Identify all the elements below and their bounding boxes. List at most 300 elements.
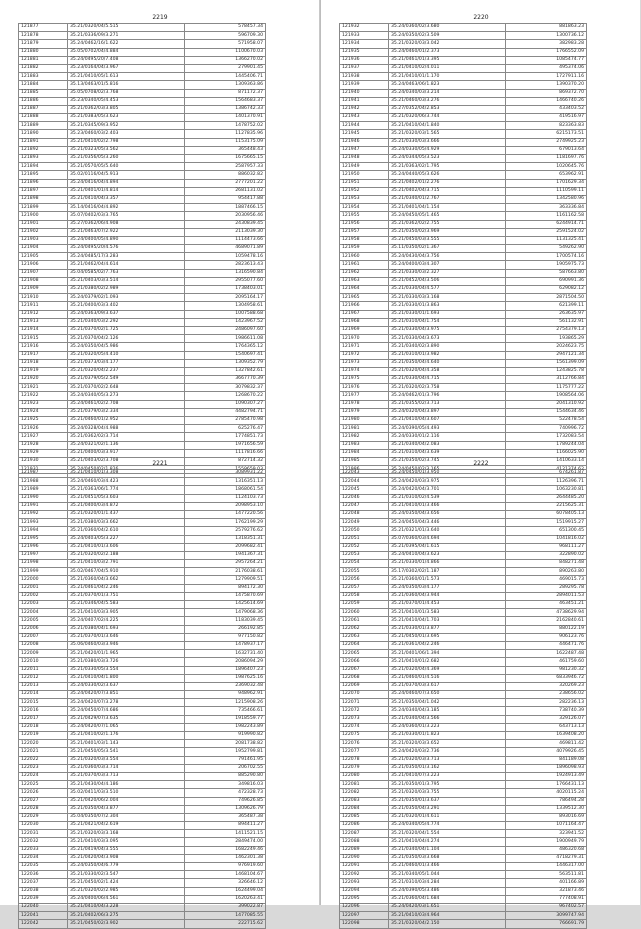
row-id-cell: 122052 — [340, 543, 389, 551]
table-row — [19, 863, 266, 871]
row-id-cell: 121993 — [19, 519, 68, 527]
reference-code-cell: 35.21/0452/04/3.506 — [389, 277, 506, 285]
amount-cell: 948962.91 — [185, 691, 266, 699]
row-id-cell: 121951 — [340, 179, 389, 187]
table-row — [340, 641, 587, 649]
row-id-cell: 122014 — [19, 691, 68, 699]
amount-cell: 3089931.22 — [185, 470, 266, 478]
row-id-cell: 122044 — [340, 478, 389, 486]
table-row — [19, 912, 266, 920]
amount-cell: 1181697.76 — [506, 155, 587, 163]
reference-code-cell: 35.21/0340/03/2.292 — [68, 318, 185, 326]
amount-cell: 6244914.71 — [506, 220, 587, 228]
table-row — [19, 551, 266, 559]
reference-code-cell: 35.21/0410/01/1.170 — [389, 73, 506, 81]
amount-cell: 893016.69 — [506, 813, 587, 821]
table-row — [340, 903, 587, 911]
amount-cell: 1632731.40 — [185, 650, 266, 658]
table-row — [340, 81, 587, 89]
reference-code-cell: 35.04/0585/02/7.763 — [68, 269, 185, 277]
reference-code-cell: 35.21/0330/03/2.327 — [389, 269, 506, 277]
amount-cell: 2823613.43 — [185, 261, 266, 269]
row-id-cell: 121909 — [19, 286, 68, 294]
reference-code-cell: 35.21/0320/01/1.437 — [68, 510, 185, 518]
amount-cell: 1622487.48 — [506, 650, 587, 658]
row-id-cell: 121926 — [19, 425, 68, 433]
table-row — [340, 114, 587, 122]
amount-cell: 2486097.60 — [185, 326, 266, 334]
amount-cell: 1446317.00 — [506, 863, 587, 871]
row-id-cell: 122043 — [340, 470, 389, 478]
table-row — [19, 576, 266, 584]
amount-cell: 4482794.71 — [185, 408, 266, 416]
amount-cell: 919990.82 — [185, 732, 266, 740]
amount-cell: 841189.08 — [506, 756, 587, 764]
reference-code-cell: 35.21/0370/04/2.126 — [68, 335, 185, 343]
amount-cell: 2749925.23 — [506, 138, 587, 146]
table-row — [340, 699, 587, 707]
reference-code-cell: 35.21/0370/01/3.751 — [68, 592, 185, 600]
row-id-cell: 122054 — [340, 560, 389, 568]
reference-code-cell: 35.24/0450/04/3.446 — [389, 519, 506, 527]
reference-code-cell: 35.21/0410/07/3.223 — [389, 772, 506, 780]
amount-cell: 2957264.21 — [185, 560, 266, 568]
amount-cell: 561132.91 — [506, 318, 587, 326]
amount-cell: 1762199.29 — [185, 519, 266, 527]
amount-cell: 869372.70 — [506, 89, 587, 97]
row-id-cell: 121912 — [19, 310, 68, 318]
amount-cell: 1059478.16 — [185, 253, 266, 261]
table-row — [19, 105, 266, 113]
row-id-cell: 122092 — [340, 871, 389, 879]
amount-cell: 749626.85 — [185, 797, 266, 805]
table-row — [340, 543, 587, 551]
amount-cell: 674261.87 — [506, 470, 587, 478]
table-row — [340, 417, 587, 425]
reference-code-cell: 35.17/0302/02/1.187 — [389, 568, 506, 576]
row-id-cell: 122051 — [340, 535, 389, 543]
reference-code-cell: 35.21/0330/05/3.554 — [68, 666, 185, 674]
table-row — [340, 601, 587, 609]
reference-code-cell: 35.24/0462/01/3.796 — [389, 392, 506, 400]
reference-code-cell: 35.24/0416/04/4.894 — [68, 179, 185, 187]
reference-code-cell: 35.21/0320/02/2.188 — [68, 551, 185, 559]
table-row — [340, 97, 587, 105]
reference-code-cell: 35.21/0320/03/3.755 — [389, 789, 506, 797]
row-id-cell: 121986 — [340, 466, 389, 474]
amount-cell: 1071164.47 — [506, 822, 587, 830]
reference-code-cell: 35.21/0340/04/2.083 — [389, 441, 506, 449]
amount-cell: 1466740.26 — [506, 97, 587, 105]
amount-cell: 2785470.98 — [185, 417, 266, 425]
table-row — [19, 903, 266, 911]
row-id-cell: 122037 — [19, 879, 68, 887]
reference-code-cell: 35.24/0450/05/1.465 — [389, 212, 506, 220]
amount-cell: 263635.97 — [506, 310, 587, 318]
row-id-cell: 122023 — [19, 764, 68, 772]
row-id-cell: 122078 — [340, 756, 389, 764]
table-row — [340, 920, 587, 928]
row-id-cell: 121915 — [19, 335, 68, 343]
reference-code-cell: 35.24/0420/04/3.701 — [389, 486, 506, 494]
reference-code-cell: 35.21/0401/04/1.154 — [389, 204, 506, 212]
amount-cell: 2579276.62 — [185, 527, 266, 535]
table-row — [340, 551, 587, 559]
amount-cell: 2644485.20 — [506, 494, 587, 502]
reference-code-cell: 35.24/0420/03/3.975 — [389, 478, 506, 486]
table-row — [19, 32, 266, 40]
row-id-cell: 121938 — [340, 73, 389, 81]
table-row — [340, 748, 587, 756]
amount-cell: 596709.30 — [185, 32, 266, 40]
table-row — [19, 204, 266, 212]
row-id-cell: 122015 — [19, 699, 68, 707]
row-id-cell: 122057 — [340, 584, 389, 592]
reference-code-cell: 35.21/0461/01/3.395 — [389, 56, 506, 64]
row-id-cell: 122067 — [340, 666, 389, 674]
reference-code-cell: 35.24/0407/02/4.225 — [68, 617, 185, 625]
table-block — [0, 14, 320, 474]
table-row — [19, 854, 266, 862]
row-id-cell: 121977 — [340, 392, 389, 400]
amount-cell: 6078405.13 — [506, 510, 587, 518]
table-row — [19, 617, 266, 625]
amount-cell: 222715.62 — [185, 920, 266, 928]
row-id-cell: 122098 — [340, 920, 389, 928]
table-row — [19, 748, 266, 756]
row-id-cell: 122049 — [340, 519, 389, 527]
row-id-cell: 121999 — [19, 568, 68, 576]
amount-cell: 885290.80 — [185, 772, 266, 780]
row-id-cell: 122032 — [19, 838, 68, 846]
table-row — [340, 146, 587, 154]
amount-cell: 4738629.94 — [506, 609, 587, 617]
table-row — [19, 392, 266, 400]
amount-cell: 1468104.67 — [185, 871, 266, 879]
row-id-cell: 122064 — [340, 641, 389, 649]
table-row — [340, 838, 587, 846]
row-id-cell: 121939 — [340, 81, 389, 89]
amount-cell: 3079832.37 — [185, 384, 266, 392]
reference-code-cell: 35.21/0320/02/2.985 — [68, 887, 185, 895]
row-id-cell: 121945 — [340, 130, 389, 138]
amount-cell: 1126396.71 — [506, 478, 587, 486]
amount-cell: 1124103.73 — [185, 494, 266, 502]
reference-code-cell: 35.11/0350/02/1.367 — [389, 245, 506, 253]
reference-code-cell: 35.21/0410/04/1.840 — [389, 122, 506, 130]
reference-code-cell: 35.21/0410/02/1.176 — [68, 732, 185, 740]
table-row — [340, 449, 587, 457]
row-id-cell: 121955 — [340, 212, 389, 220]
row-id-cell: 121988 — [19, 478, 68, 486]
amount-cell: 1401370.91 — [185, 114, 266, 122]
reference-code-cell: 35.21/0370/03/3.713 — [68, 772, 185, 780]
amount-cell: 1478752.02 — [185, 122, 266, 130]
table-row — [19, 146, 266, 154]
row-id-cell: 121995 — [19, 535, 68, 543]
row-id-cell: 121961 — [340, 261, 389, 269]
row-id-cell: 121924 — [19, 408, 68, 416]
row-id-cell: 121921 — [19, 384, 68, 392]
table-row — [19, 425, 266, 433]
table-row — [19, 351, 266, 359]
reference-code-cell: 35.21/0360/04/1.684 — [389, 895, 506, 903]
table-title: 2221 — [152, 460, 168, 467]
row-id-cell: 122001 — [19, 584, 68, 592]
row-id-cell: 122094 — [340, 887, 389, 895]
table-row — [340, 609, 587, 617]
amount-cell: 1309626.79 — [185, 805, 266, 813]
row-id-cell: 121980 — [340, 417, 389, 425]
table-row — [19, 384, 266, 392]
table-row — [340, 535, 587, 543]
row-id-cell: 122050 — [340, 527, 389, 535]
table-row — [19, 584, 266, 592]
amount-cell: 495374.06 — [506, 64, 587, 72]
table-row — [19, 920, 266, 928]
reference-code-cell: 35.24/0450/02/1.826 — [68, 466, 185, 474]
table-row — [19, 707, 266, 715]
table-row — [340, 105, 587, 113]
table-row — [19, 187, 266, 195]
table-row — [19, 838, 266, 846]
amount-cell: 2095164.17 — [185, 294, 266, 302]
reference-code-cell: 35.21/0310/02/4.539 — [389, 494, 506, 502]
row-id-cell: 122087 — [340, 830, 389, 838]
reference-code-cell: 35.21/0362/02/3.714 — [68, 433, 185, 441]
row-id-cell: 121897 — [19, 187, 68, 195]
amount-cell: 740996.72 — [506, 425, 587, 433]
amount-cell: 1423967.52 — [185, 318, 266, 326]
amount-cell: 1700574.16 — [506, 253, 587, 261]
amount-cell: 1905975.73 — [506, 261, 587, 269]
row-id-cell: 121914 — [19, 326, 68, 334]
reference-code-cell: 35.21/0420/01/1.965 — [68, 650, 185, 658]
row-id-cell: 122018 — [19, 723, 68, 731]
reference-code-cell: 35.21/0360/04/2.610 — [68, 527, 185, 535]
amount-cell: 4689071.89 — [185, 245, 266, 253]
reference-code-cell: 35.21/0350/04/1.042 — [389, 699, 506, 707]
amount-cell: 1559659.03 — [185, 466, 266, 474]
row-id-cell: 121885 — [19, 89, 68, 97]
reference-code-cell: 35.21/0430/04/4.186 — [68, 781, 185, 789]
row-id-cell: 122024 — [19, 772, 68, 780]
reference-code-cell: 35.21/0360/01/1.573 — [389, 576, 506, 584]
table-row — [340, 433, 587, 441]
table-row — [340, 617, 587, 625]
reference-code-cell: 35.21/0460/01/3.466 — [389, 863, 506, 871]
table-row — [340, 871, 587, 879]
reference-code-cell: 35.24/0379/02/1.093 — [68, 294, 185, 302]
reference-code-cell: 35.21/0462/04/4.614 — [68, 261, 185, 269]
amount-cell: 433403.52 — [506, 105, 587, 113]
reference-code-cell: 35.24/0350/04/3.656 — [389, 510, 506, 518]
row-id-cell: 121970 — [340, 335, 389, 343]
reference-code-cell: 35.21/0450/02/1.424 — [68, 879, 185, 887]
table-row — [19, 871, 266, 879]
reference-code-cell: 35.21/0450/03/3.555 — [389, 236, 506, 244]
reference-code-cell: 35.21/0330/01/4.866 — [389, 560, 506, 568]
amount-cell: 1987625.16 — [185, 674, 266, 682]
reference-code-cell: 35.21/0410/04/1.800 — [68, 674, 185, 682]
amount-cell: 365487.38 — [185, 813, 266, 821]
table-row — [19, 813, 266, 821]
amount-cell: 1041816.02 — [506, 535, 587, 543]
table-row — [19, 400, 266, 408]
reference-code-cell: 35.21/0350/04/4.640 — [389, 359, 506, 367]
reference-code-cell: 35.21/0320/03/3.168 — [68, 830, 185, 838]
amount-cell: 621399.11 — [506, 302, 587, 310]
amount-cell: 399022.87 — [185, 903, 266, 911]
amount-cell: 977150.82 — [185, 633, 266, 641]
table-row — [19, 236, 266, 244]
row-id-cell: 121881 — [19, 56, 68, 64]
table-row — [340, 502, 587, 510]
table-row — [340, 359, 587, 367]
row-id-cell: 121954 — [340, 204, 389, 212]
table-row — [19, 56, 266, 64]
row-id-cell: 121934 — [340, 40, 389, 48]
table-row — [19, 269, 266, 277]
reference-code-cell: 35.24/0340/04/3.185 — [389, 707, 506, 715]
row-id-cell: 122033 — [19, 846, 68, 854]
row-id-cell: 121959 — [340, 245, 389, 253]
reference-code-cell: 35.27/0362/06/4.908 — [68, 220, 185, 228]
row-id-cell: 121919 — [19, 367, 68, 375]
table-row — [340, 343, 587, 351]
row-id-cell: 122082 — [340, 789, 389, 797]
row-id-cell: 121997 — [19, 551, 68, 559]
row-id-cell: 122097 — [340, 912, 389, 920]
row-id-cell: 121941 — [340, 97, 389, 105]
row-id-cell: 122013 — [19, 682, 68, 690]
reference-code-cell: 35.21/0410/05/1.613 — [68, 73, 185, 81]
amount-cell: 6215173.51 — [506, 130, 587, 138]
reference-code-cell: 35.24/0420/03/2.736 — [389, 748, 506, 756]
row-id-cell: 122085 — [340, 813, 389, 821]
row-id-cell: 121998 — [19, 560, 68, 568]
reference-code-cell: 35.21/0410/04/3.357 — [68, 195, 185, 203]
row-id-cell: 121944 — [340, 122, 389, 130]
row-id-cell: 122079 — [340, 764, 389, 772]
amount-cell: 2086094.29 — [185, 658, 266, 666]
table-row — [19, 846, 266, 854]
table-row — [340, 633, 587, 641]
reference-code-cell: 35.21/0350/03/3.668 — [389, 854, 506, 862]
reference-code-cell: 35.21/0330/04/4.715 — [389, 376, 506, 384]
table-row — [19, 772, 266, 780]
table-row — [340, 425, 587, 433]
table-row — [19, 302, 266, 310]
table-row — [340, 335, 587, 343]
amount-cell: 382983.28 — [506, 40, 587, 48]
row-id-cell: 121992 — [19, 510, 68, 518]
reference-code-cell: 35.24/0420/07/3.851 — [68, 691, 185, 699]
reference-code-cell: 35.21/0360/04/3.662 — [68, 576, 185, 584]
reference-code-cell: 35.21/0380/02/2.989 — [68, 286, 185, 294]
row-id-cell: 122065 — [340, 650, 389, 658]
reference-code-cell: 35.24/0485/17/3.283 — [68, 253, 185, 261]
row-id-cell: 121965 — [340, 294, 389, 302]
table-row — [19, 641, 266, 649]
amount-cell: 1764365.12 — [185, 343, 266, 351]
amount-cell: 238656.02 — [506, 691, 587, 699]
row-id-cell: 121994 — [19, 527, 68, 535]
amount-cell: 1766431.13 — [506, 781, 587, 789]
page-right — [320, 0, 640, 926]
table-row — [340, 732, 587, 740]
reference-code-cell: 35.21/0320/02/3.758 — [389, 384, 506, 392]
table-row — [19, 81, 266, 89]
reference-code-cell: 35.02/0467/04/5.910 — [68, 568, 185, 576]
table-row — [19, 543, 266, 551]
reference-code-cell: 35.21/0330/03/3.666 — [389, 138, 506, 146]
row-id-cell: 121946 — [340, 138, 389, 146]
row-id-cell: 122074 — [340, 723, 389, 731]
amount-cell: 954417.88 — [185, 195, 266, 203]
table-row — [340, 73, 587, 81]
reference-code-cell: 35.24/0400/06/4.561 — [68, 895, 185, 903]
amount-cell: 735466.61 — [185, 707, 266, 715]
row-id-cell: 121979 — [340, 408, 389, 416]
table-row — [340, 666, 587, 674]
reference-code-cell: 35.21/0450/01/3.695 — [389, 633, 506, 641]
amount-cell: 4718279.31 — [506, 854, 587, 862]
reference-code-cell: 35.27/0352/04/2.853 — [389, 105, 506, 113]
amount-cell: 2099682.41 — [185, 543, 266, 551]
row-id-cell: 122027 — [19, 797, 68, 805]
reference-code-cell: 35.21/0320/04/2.237 — [68, 367, 185, 375]
row-id-cell: 121920 — [19, 376, 68, 384]
table-row — [340, 400, 587, 408]
table-row — [340, 24, 587, 32]
table-row — [340, 195, 587, 203]
reference-code-cell: 35.21/0346/04/5.583 — [68, 601, 185, 609]
table-row — [19, 887, 266, 895]
table-row — [340, 830, 587, 838]
table-row — [340, 912, 587, 920]
table-row — [340, 674, 587, 682]
amount-cell: 1701629.34 — [506, 179, 587, 187]
row-id-cell: 121950 — [340, 171, 389, 179]
amount-cell: 653962.91 — [506, 171, 587, 179]
amount-cell: 2430839.45 — [185, 220, 266, 228]
amount-cell: 2849474.00 — [185, 838, 266, 846]
row-id-cell: 121900 — [19, 212, 68, 220]
table-row — [19, 417, 266, 425]
amount-cell: 679013.64 — [506, 146, 587, 154]
reference-code-cell: 35.24/0350/04/5.986 — [68, 343, 185, 351]
table-row — [340, 261, 587, 269]
table-row — [340, 310, 587, 318]
amount-cell: 1304958.61 — [185, 302, 266, 310]
row-id-cell: 121898 — [19, 195, 68, 203]
reference-code-cell: 35.24/0350/04/6.779 — [68, 863, 185, 871]
amount-cell: 1316590.84 — [185, 269, 266, 277]
reference-code-cell: 35.24/0340/05/3.273 — [68, 392, 185, 400]
amount-cell: 1386742.33 — [185, 105, 266, 113]
row-id-cell: 122004 — [19, 609, 68, 617]
table-row — [19, 335, 266, 343]
row-id-cell: 121936 — [340, 56, 389, 64]
reference-code-cell: 35.23/0164/04/3.967 — [68, 64, 185, 72]
reference-code-cell: 35.24/0390/05/3.486 — [389, 887, 506, 895]
reference-code-cell: 35.24/0403/05/3.227 — [68, 535, 185, 543]
table-row — [340, 781, 587, 789]
reference-code-cell: 35.21/0373/03/4.177 — [68, 359, 185, 367]
table-row — [340, 163, 587, 171]
reference-code-cell: 35.21/0320/03/3.042 — [389, 40, 506, 48]
